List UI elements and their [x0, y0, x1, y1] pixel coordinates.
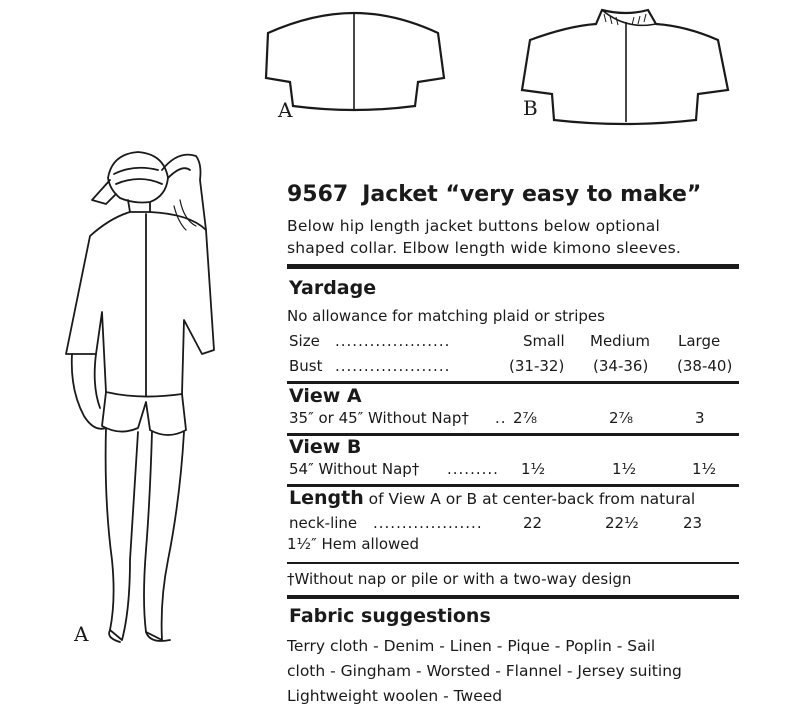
fabric-line-1: Terry cloth - Denim - Linen - Pique - Poplin - Sail	[287, 637, 656, 655]
sketch-label-a: A	[278, 98, 293, 122]
divider-fabric	[287, 595, 739, 599]
sketch-label-b: B	[523, 96, 538, 120]
view-b-small: 1¹⁄₂	[521, 460, 546, 478]
jacket-flat-sketch-b	[518, 8, 733, 126]
size-row	[287, 332, 739, 354]
view-b-label: 54″ Without Nap†	[289, 460, 420, 478]
bust-medium: (34-36)	[593, 357, 649, 375]
size-medium: Medium	[590, 332, 650, 350]
view-a-medium: 2⁷⁄₈	[609, 409, 634, 427]
view-b-medium: 1¹⁄₂	[612, 460, 637, 478]
view-a-label: 35″ or 45″ Without Nap†	[289, 409, 469, 427]
length-heading: Length	[289, 487, 364, 509]
bust-dots: ....................	[335, 357, 451, 375]
view-a-row	[287, 409, 739, 431]
pattern-number: 9567	[287, 182, 349, 207]
size-dots: ....................	[335, 332, 451, 350]
bust-label: Bust	[289, 357, 323, 375]
divider-view-a	[287, 381, 739, 384]
length-dots: ...................	[373, 514, 483, 532]
length-heading-line	[289, 487, 695, 509]
view-a-dots: ..	[495, 409, 507, 427]
bust-large: (38-40)	[677, 357, 733, 375]
length-small: 22	[523, 514, 543, 532]
fabric-line-2: cloth - Gingham - Worsted - Flannel - Jersey suiting	[287, 662, 682, 680]
yardage-note: No allowance for matching plaid or stripes	[287, 307, 605, 325]
description-line-2: shaped collar. Elbow length wide kimono sleeves.	[287, 239, 681, 257]
length-heading-rest: of View A or B at center-back from natural	[363, 490, 696, 508]
bust-row	[287, 357, 739, 379]
hem-note: 1¹⁄₂″ Hem allowed	[287, 535, 420, 553]
view-b-row	[287, 460, 739, 482]
view-b-large: 1¹⁄₂	[692, 460, 717, 478]
figure-label-a: A	[74, 622, 89, 646]
view-b-dots: .........	[447, 460, 499, 478]
pattern-title	[287, 182, 701, 207]
view-a-large: 3	[695, 409, 705, 427]
length-label: neck-line	[289, 514, 358, 532]
fabric-heading: Fabric suggestions	[289, 605, 491, 627]
length-large: 23	[683, 514, 703, 532]
size-label: Size	[289, 332, 320, 350]
divider-footnote	[287, 562, 739, 564]
size-large: Large	[678, 332, 721, 350]
view-a-small: 2⁷⁄₈	[513, 409, 538, 427]
bust-small: (31-32)	[509, 357, 565, 375]
view-b-heading: View B	[289, 436, 362, 458]
nap-footnote: †Without nap or pile or with a two-way design	[287, 570, 632, 588]
divider-heavy	[287, 264, 739, 269]
length-row	[287, 514, 739, 536]
pattern-name: Jacket “very easy to make”	[362, 182, 702, 207]
fashion-figure-illustration	[50, 140, 240, 655]
view-a-heading: View A	[289, 385, 362, 407]
length-medium: 22¹⁄₂	[605, 514, 639, 532]
description-line-1: Below hip length jacket buttons below optional	[287, 217, 660, 235]
yardage-heading: Yardage	[289, 277, 377, 299]
size-small: Small	[523, 332, 565, 350]
fabric-line-3: Lightweight woolen - Tweed	[287, 687, 503, 705]
